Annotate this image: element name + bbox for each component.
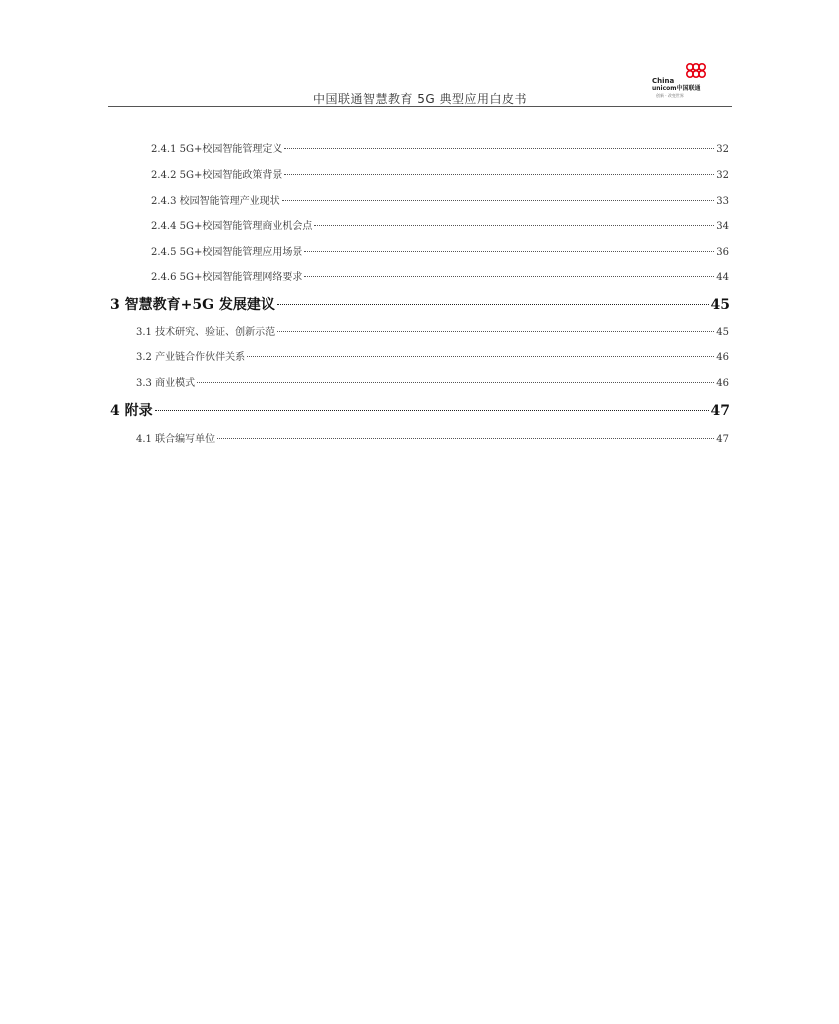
toc-page-number: 47	[716, 434, 729, 445]
china-unicom-logo	[652, 62, 722, 102]
toc-chapter-entry[interactable]	[110, 400, 730, 420]
toc-leader-dots	[304, 251, 714, 252]
logo-text-unicom: unicom中国联通	[652, 85, 701, 92]
toc-entry[interactable]	[136, 374, 729, 389]
toc-entry[interactable]	[136, 348, 729, 363]
toc-entry-label: 2.4.3 校园智能管理产业现状	[151, 196, 280, 207]
toc-leader-dots	[217, 438, 714, 439]
page-header	[108, 60, 732, 108]
toc-leader-dots	[304, 276, 714, 277]
header-title: 中国联通智慧教育 5G 典型应用白皮书	[312, 92, 528, 106]
toc-leader-dots	[247, 356, 714, 357]
toc-page-number: 45	[710, 297, 730, 313]
toc-entry-label: 2.4.5 5G+校园智能管理应用场景	[151, 247, 303, 258]
toc-leader-dots	[277, 304, 709, 305]
toc-page-number: 32	[716, 170, 729, 181]
toc-leader-dots	[284, 174, 714, 175]
toc-page-number: 46	[716, 352, 729, 363]
toc-page-number: 33	[716, 196, 729, 207]
toc-entry-label: 4 附录	[110, 403, 153, 419]
toc-entry[interactable]	[136, 430, 729, 445]
header-divider	[108, 106, 732, 107]
toc-entry[interactable]	[136, 323, 729, 338]
logo-slogan: 创新 · 改变世界	[656, 93, 684, 98]
toc-entry-label: 3.1 技术研究、验证、创新示范	[136, 327, 276, 338]
toc-entry[interactable]	[151, 192, 729, 207]
toc-page-number: 46	[716, 378, 729, 389]
toc-leader-dots	[155, 410, 709, 411]
toc-leader-dots	[314, 225, 714, 226]
toc-leader-dots	[282, 200, 715, 201]
toc-page-number: 32	[716, 144, 729, 155]
toc-entry-label: 3 智慧教育+5G 发展建议	[110, 297, 275, 313]
toc-page-number: 45	[716, 327, 729, 338]
toc-entry-label: 4.1 联合编写单位	[136, 434, 216, 445]
toc-page-number: 47	[710, 403, 730, 419]
toc-entry-label: 2.4.6 5G+校园智能管理网络要求	[151, 272, 303, 283]
toc-leader-dots	[197, 382, 714, 383]
toc-entry[interactable]	[151, 217, 729, 232]
toc-entry-label: 3.3 商业模式	[136, 378, 196, 389]
toc-page-number: 34	[716, 221, 729, 232]
toc-entry[interactable]	[151, 268, 729, 283]
toc-entry-label: 2.4.4 5G+校园智能管理商业机会点	[151, 221, 313, 232]
toc-entry[interactable]	[151, 166, 729, 181]
toc-entry[interactable]	[151, 243, 729, 258]
toc-chapter-entry[interactable]	[110, 294, 730, 314]
toc-leader-dots	[284, 148, 714, 149]
unicom-knot-icon	[682, 62, 710, 80]
toc-entry-label: 2.4.2 5G+校园智能政策背景	[151, 170, 283, 181]
toc-entry-label: 2.4.1 5G+校园智能管理定义	[151, 144, 283, 155]
toc-entry[interactable]	[151, 140, 729, 155]
toc-entry-label: 3.2 产业链合作伙伴关系	[136, 352, 246, 363]
toc-leader-dots	[277, 331, 714, 332]
toc-page-number: 44	[716, 272, 729, 283]
toc-page-number: 36	[716, 247, 729, 258]
logo-text-china: China	[652, 77, 675, 85]
